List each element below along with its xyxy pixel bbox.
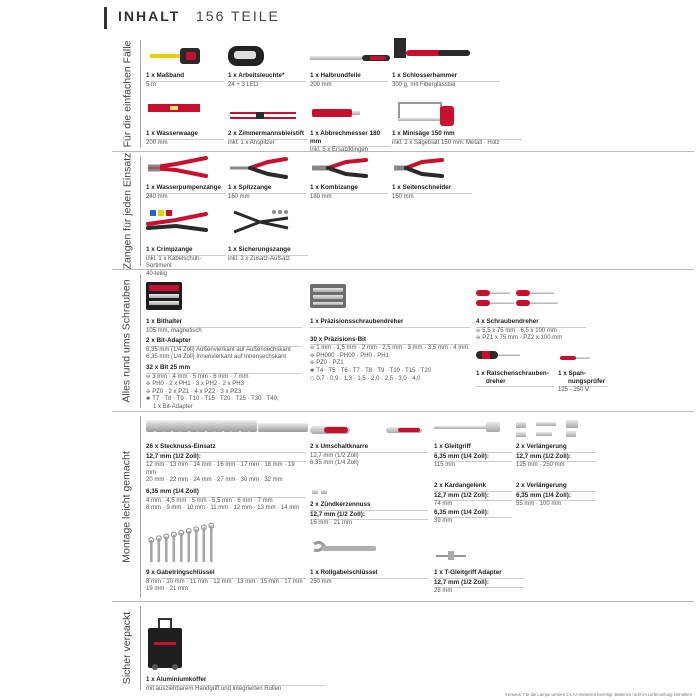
- item-hacksaw: 1 x Minisäge 150 mm inkl. 2 x Sägeblatt 150 mm: Metall · Holz: [392, 130, 522, 147]
- socket-icon: [197, 420, 206, 432]
- work-light-image: [228, 46, 264, 66]
- page-count: 156 TEILE: [196, 8, 280, 24]
- combination-wrenches-image: [146, 522, 218, 564]
- screwdrivers-image: [476, 288, 558, 310]
- crimping-pliers-image: [146, 206, 208, 236]
- file-image: [310, 55, 390, 61]
- item-file: 1 x Halbrundfeile 200 mm: [310, 72, 388, 89]
- sockets-image: [146, 418, 306, 438]
- item-tool-case: 1 x Aluminiumkoffer mit ausziehbarem Handgriff und integrierten Rollen: [146, 676, 326, 693]
- item-screwdrivers: 4 x Schraubendreher ⊖ 5,5 x 75 mm · 6,5 x 100 mm ✣ PZ1 x 75 mm · PZ2 x 100 mm: [476, 318, 586, 343]
- item-pencils: 2 x Zimmermannsbleistift inkl. 1 x Anspitzer: [228, 130, 308, 147]
- wrench-icon: [158, 538, 161, 562]
- item-adjustable-wrench: 1 x Rollgabelschlüssel 250 mm: [310, 569, 428, 586]
- ratchet-screwdriver-image: [476, 350, 522, 360]
- item-bit-holder: 1 x Bithalter 105 mm, magnetisch 2 x Bit-Adapter 6,35 mm (1/4 Zoll) Außenvierkant auf Außensechskant 6,35 mm (1/4 Zoll) Innenvierkant auf Innensechskant 32 x Bit 25 mm ⊖ 3 mm · 4 mm · 5 mm · 6 mm · 7 mm ✣ PH0 · 2 x PH1 · 3 x PH2 · 2 x PH3 ✣ PZ0 · 2 x PZ1 · 4 x PZ2 · 3 x PZ3 ✱ T7 · T8 · T9 · T10 · T15 · T20 · T25 · T30 · T40; 1 x Bit-Adapter: [146, 318, 302, 412]
- wrench-icon: [188, 531, 191, 562]
- socket-icon: [163, 420, 172, 432]
- item-universal-joint: 2 x Kardangelenk 12,7 mm (1/2 Zoll): 74 mm 6,35 mm (1/4 Zoll): 39 mm: [434, 482, 512, 526]
- circlip-pliers-image: [230, 208, 292, 236]
- hammer-image: [392, 38, 472, 66]
- item-water-pump-pliers: 1 x Wasserpumpenzange 240 mm: [146, 184, 226, 201]
- item-ratchets: 2 x Umschaltknarre 12,7 mm (1/2 Zoll) 6,35 mm (1/4 Zoll): [310, 443, 428, 468]
- wrench-icon: [210, 526, 213, 562]
- item-spark-plug-socket: 2 x Zündkerzennuss 12,7 mm (1/2 Zoll): 16 mm · 21 mm: [310, 501, 428, 528]
- section-label-2: Zangen für jeden Einsatz: [121, 152, 133, 270]
- section-label-5: Sicher verpackt: [121, 611, 133, 685]
- combination-pliers-image: [310, 156, 368, 180]
- water-pump-pliers-image: [146, 156, 210, 180]
- item-tape-measure: 1 x Maßband 5 m: [146, 72, 224, 89]
- item-circlip-pliers: 1 x Sicherungszange inkl. 3 x Zusatz-Aufsatz: [228, 246, 308, 263]
- hacksaw-image: [394, 102, 458, 128]
- divider: [140, 606, 141, 690]
- item-combination-pliers: 1 x Kombizange 180 mm: [310, 184, 388, 201]
- socket-icon: [302, 423, 308, 432]
- tool-case-image: [148, 618, 182, 670]
- footnote: *Hinweis: Für die Lampe werden 3 x AA Batterien benötigt. Batterien nicht im Lieferumfang enthalten!: [504, 692, 692, 697]
- item-ratchet-screwdriver: 1 x Ratschenschrauben- dreher: [476, 370, 554, 387]
- section-label-3: Alles rund ums Schrauben: [121, 279, 133, 403]
- spirit-level-image: [148, 104, 200, 112]
- side-cutter-image: [392, 156, 444, 180]
- item-precision-screwdriver: 1 x Präzisionsschraubendreher 30 x Präzisions-Bit ⊖ 1 mm · 1,5 mm · 2 mm · 2,5 mm · 3 mm · 3,5 mm · 4 mm ✣ PH000 · PH00 · PH0 · PH1 ✣ PZ0 · PZ1 ✱ T4 · T5 · T6 · T7 · T8 · T9 · T10 · T15 · T20 ⬡ 0,7 · 0,9 · 1,3 · 1,5 · 2,0 · 2,5 · 3,0 · 4,0: [310, 318, 469, 382]
- adjustable-wrench-image: [312, 540, 378, 558]
- section-label-4: Montage leicht gemacht: [121, 451, 134, 563]
- t-handle-adapter-image: [434, 548, 468, 562]
- wrench-icon: [180, 533, 183, 562]
- needle-nose-pliers-image: [228, 156, 288, 180]
- extensions-image: [516, 420, 582, 438]
- item-sliding-handle: 1 x Gleitgriff 6,35 mm (1/4 Zoll): 115 mm: [434, 443, 512, 470]
- item-side-cutter: 1 x Seitenschneider 160 mm: [392, 184, 472, 201]
- sliding-handle-image: [434, 422, 504, 436]
- tape-measure-image: [150, 48, 200, 64]
- item-sockets: 26 x Stecknuss-Einsatz 12,7 mm (1/2 Zoll): 12 mm · 13 mm · 14 mm · 16 mm · 17 mm · 18 mm · 19 mm 20 mm · 22 mm · 24 mm · 27 mm · 30 mm · 32 mm 6,35 mm (1/4 Zoll) 4 mm · 4,5 mm · 5 mm · 5,5 mm · 6 mm · 7 mm 8 mm · 9 mm · 10 mm · 11 mm · 12 mm · 13 mm · 14 mm: [146, 443, 306, 513]
- item-t-handle-adapter: 1 x T-Gleitgriff Adapter 12,7 mm (1/2 Zoll): 28 mm: [434, 569, 524, 596]
- bit-box-image: [146, 282, 182, 310]
- voltage-tester-image: [560, 356, 590, 360]
- divider: [140, 156, 141, 266]
- item-cutter-knife: 1 x Abbrechmesser 180 mm inkl. 5 x Ersatzklingen: [310, 130, 390, 155]
- wrench-icon: [195, 529, 198, 562]
- wrench-icon: [150, 540, 153, 562]
- ratchets-image: [310, 424, 426, 436]
- item-hammer: 1 x Schlosserhammer 300 g, mit Fiberglasstiel: [392, 72, 500, 89]
- wrench-icon: [165, 536, 168, 562]
- header-bar: [104, 7, 107, 29]
- item-work-light: 1 x Arbeitsleuchte* 24 + 3 LED: [228, 72, 306, 89]
- item-voltage-tester: 1 x Span- nungsprüfer 125 - 250 V: [558, 370, 608, 395]
- section-label-1: Für die einfachen Fälle: [121, 40, 133, 148]
- socket-icon: [248, 420, 257, 432]
- socket-icon: [231, 420, 240, 432]
- item-combination-wrenches: 9 x Gabelringschlüssel 8 mm · 10 mm · 11 mm · 12 mm · 13 mm · 15 mm · 17 mm 19 mm · 21 mm: [146, 569, 306, 594]
- spark-plug-socket-image: [312, 490, 328, 494]
- divider: [140, 274, 141, 408]
- item-spirit-level: 1 x Wasserwaage 200 mm: [146, 130, 224, 147]
- item-extension-half-inch: 2 x Verlängerung 12,7 mm (1/2 Zoll): 125 mm · 250 mm: [516, 443, 596, 470]
- divider: [140, 416, 141, 598]
- precision-set-image: [310, 284, 346, 308]
- divider: [140, 40, 141, 148]
- cutter-knife-image: [312, 108, 360, 118]
- wrench-icon: [173, 535, 176, 562]
- socket-icon: [146, 420, 155, 432]
- wrench-icon: [203, 527, 206, 562]
- page-title: INHALT: [118, 8, 181, 24]
- socket-icon: [180, 420, 189, 432]
- item-crimping-pliers: 1 x Crimpzange inkl. 1 x Kabelschuh-Sortiment 40-teilig: [146, 246, 226, 278]
- pencils-image: [230, 112, 296, 120]
- socket-icon: [214, 420, 223, 432]
- item-needle-nose-pliers: 1 x Spitzzange 160 mm: [228, 184, 306, 201]
- item-extension-quarter-inch: 2 x Verlängerung 6,35 mm (1/4 Zoll): 55 mm · 100 mm: [516, 482, 596, 509]
